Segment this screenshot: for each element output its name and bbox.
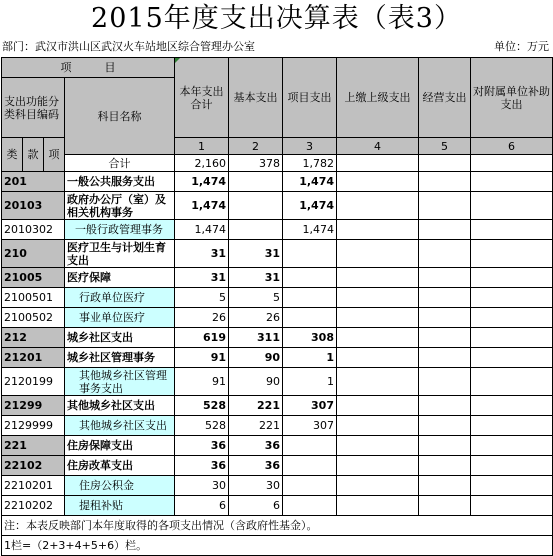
row-project — [283, 436, 337, 456]
table-row — [2, 416, 553, 436]
table-row — [2, 288, 553, 308]
row-basic: 221 — [229, 416, 283, 436]
row-total: 91 — [175, 368, 229, 396]
row-basic — [229, 172, 283, 192]
row-code: 210 — [2, 240, 65, 268]
row-basic: 90 — [229, 348, 283, 368]
col-number: 2 — [229, 138, 283, 155]
page-title: 2015年度支出决算表（表3） — [91, 3, 462, 34]
header-col-total: 本年支出合计 — [175, 58, 229, 138]
row-name: 住房公积金 — [65, 476, 175, 496]
row-code: 212 — [2, 328, 65, 348]
row-name: 行政单位医疗 — [65, 288, 175, 308]
header-col-project: 项目支出 — [283, 58, 337, 138]
expenditure-table — [1, 57, 553, 556]
header-col-basic: 基本支出 — [229, 58, 283, 138]
row-code: 20103 — [2, 192, 65, 220]
row-project: 1 — [283, 368, 337, 396]
row-project — [283, 268, 337, 288]
total-value: 2,160 — [175, 155, 229, 172]
row-project — [283, 496, 337, 516]
table-row — [2, 268, 553, 288]
row-name: 城乡社区支出 — [65, 328, 175, 348]
row-total: 31 — [175, 240, 229, 268]
row-total: 36 — [175, 456, 229, 476]
row-code: 2129999 — [2, 416, 65, 436]
row-name: 住房改革支出 — [65, 456, 175, 476]
header-col-subsidy: 对附属单位补助支出 — [471, 58, 553, 138]
row-total: 6 — [175, 496, 229, 516]
row-project: 1,474 — [283, 192, 337, 220]
row-project: 1,474 — [283, 220, 337, 240]
row-basic: 36 — [229, 436, 283, 456]
row-project: 308 — [283, 328, 337, 348]
row-total: 36 — [175, 436, 229, 456]
row-basic: 90 — [229, 368, 283, 396]
row-project: 307 — [283, 416, 337, 436]
note-formula: 1栏=（2+3+4+5+6）栏。 — [2, 536, 553, 556]
note-funds: 注：本表反映部门本年度取得的各项支出情况（含政府性基金）。 — [2, 516, 553, 536]
row-code: 21299 — [2, 396, 65, 416]
table-row — [2, 240, 553, 268]
row-code: 21005 — [2, 268, 65, 288]
row-code: 21201 — [2, 348, 65, 368]
row-name: 其他城乡社区支出 — [65, 396, 175, 416]
header-item: 项 目 — [2, 58, 175, 78]
header-col-business: 经营支出 — [419, 58, 471, 138]
row-name: 医疗卫生与计划生育支出 — [65, 240, 175, 268]
row-name: 政府办公厅（室）及相关机构事务 — [65, 192, 175, 220]
header-lei: 类 — [2, 138, 23, 172]
row-project: 307 — [283, 396, 337, 416]
row-code: 2010302 — [2, 220, 65, 240]
row-name: 其他城乡社区支出 — [65, 416, 175, 436]
row-project: 1 — [283, 348, 337, 368]
row-basic: 31 — [229, 268, 283, 288]
row-total: 5 — [175, 288, 229, 308]
row-basic: 31 — [229, 240, 283, 268]
row-basic: 30 — [229, 476, 283, 496]
row-name: 提租补贴 — [65, 496, 175, 516]
table-row — [2, 496, 553, 516]
row-total: 528 — [175, 416, 229, 436]
row-project — [283, 476, 337, 496]
header-subject-name: 科目名称 — [65, 78, 175, 155]
total-basic: 378 — [229, 155, 283, 172]
row-project — [283, 288, 337, 308]
header-col-upper: 上缴上级支出 — [337, 58, 419, 138]
col-number: 4 — [337, 138, 419, 155]
row-basic — [229, 220, 283, 240]
row-code: 2120199 — [2, 368, 65, 396]
col-number: 5 — [419, 138, 471, 155]
department-label: 部门：武汉市洪山区武汉火车站地区综合管理办公室 — [2, 40, 255, 53]
row-name: 一般公共服务支出 — [65, 172, 175, 192]
header-code-label: 支出功能分类科目编码 — [2, 78, 65, 138]
row-name: 住房保障支出 — [65, 436, 175, 456]
row-name: 其他城乡社区管理事务支出 — [65, 368, 175, 396]
table-row — [2, 476, 553, 496]
table-row — [2, 192, 553, 220]
row-code: 2100501 — [2, 288, 65, 308]
row-project: 1,474 — [283, 172, 337, 192]
header-xiang: 项 — [44, 138, 65, 172]
table-row — [2, 396, 553, 416]
row-basic: 6 — [229, 496, 283, 516]
row-name: 一般行政管理事务 — [65, 220, 175, 240]
table-row — [2, 456, 553, 476]
row-total: 1,474 — [175, 192, 229, 220]
row-total: 26 — [175, 308, 229, 328]
row-basic: 221 — [229, 396, 283, 416]
col-number: 6 — [471, 138, 553, 155]
row-code: 2210202 — [2, 496, 65, 516]
row-code: 2210201 — [2, 476, 65, 496]
row-total: 528 — [175, 396, 229, 416]
row-code: 2100502 — [2, 308, 65, 328]
row-total: 1,474 — [175, 220, 229, 240]
row-code: 201 — [2, 172, 65, 192]
row-total: 91 — [175, 348, 229, 368]
row-basic: 311 — [229, 328, 283, 348]
table-row — [2, 436, 553, 456]
row-name: 医疗保障 — [65, 268, 175, 288]
row-total: 1,474 — [175, 172, 229, 192]
row-project — [283, 240, 337, 268]
row-code: 22102 — [2, 456, 65, 476]
unit-label: 单位：万元 — [494, 40, 549, 53]
row-name: 事业单位医疗 — [65, 308, 175, 328]
col-number: 1 — [175, 138, 229, 155]
row-code: 221 — [2, 436, 65, 456]
total-label: 合计 — [65, 155, 175, 172]
table-row — [2, 328, 553, 348]
table-row — [2, 172, 553, 192]
row-basic: 5 — [229, 288, 283, 308]
row-name: 城乡社区管理事务 — [65, 348, 175, 368]
row-project — [283, 456, 337, 476]
header-kuan: 款 — [23, 138, 44, 172]
row-basic: 36 — [229, 456, 283, 476]
table-row — [2, 220, 553, 240]
table-row — [2, 308, 553, 328]
row-basic: 26 — [229, 308, 283, 328]
table-row — [2, 368, 553, 396]
col-number: 3 — [283, 138, 337, 155]
row-total: 30 — [175, 476, 229, 496]
row-total: 619 — [175, 328, 229, 348]
total-project: 1,782 — [283, 155, 337, 172]
table-row — [2, 348, 553, 368]
row-total: 31 — [175, 268, 229, 288]
row-basic — [229, 192, 283, 220]
row-project — [283, 308, 337, 328]
